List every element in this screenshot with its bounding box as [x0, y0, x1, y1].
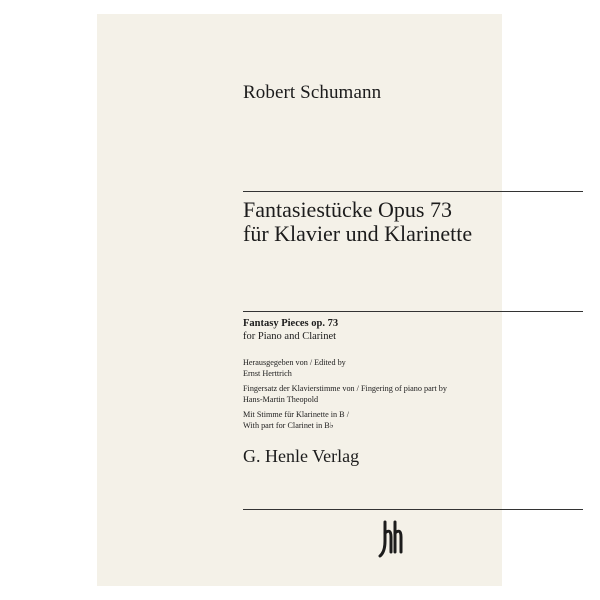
divider-middle — [243, 311, 583, 312]
work-subtitle: für Klavier und Klarinette — [243, 221, 473, 246]
henle-logo-icon — [376, 519, 410, 559]
part-note-de: Mit Stimme für Klarinette in B / — [243, 410, 349, 419]
part-note-en: With part for Clarinet in B♭ — [243, 421, 334, 430]
english-subtitle: for Piano and Clarinet — [243, 331, 337, 342]
composer-name: Robert Schumann — [243, 82, 382, 103]
editor-label: Herausgegeben von / Edited by — [243, 358, 346, 367]
publisher-name: G. Henle Verlag — [243, 446, 360, 466]
fingering-label: Fingersatz der Klavierstimme von / Fingering of piano part by — [243, 384, 447, 393]
editor-name: Ernst Herttrich — [243, 369, 292, 378]
work-title: Fantasiestücke Opus 73 — [243, 197, 452, 222]
fingering-name: Hans-Martin Theopold — [243, 395, 319, 404]
divider-top — [243, 191, 583, 192]
score-cover — [97, 14, 502, 586]
english-title: Fantasy Pieces op. 73 — [243, 318, 339, 329]
divider-bottom — [243, 509, 583, 510]
